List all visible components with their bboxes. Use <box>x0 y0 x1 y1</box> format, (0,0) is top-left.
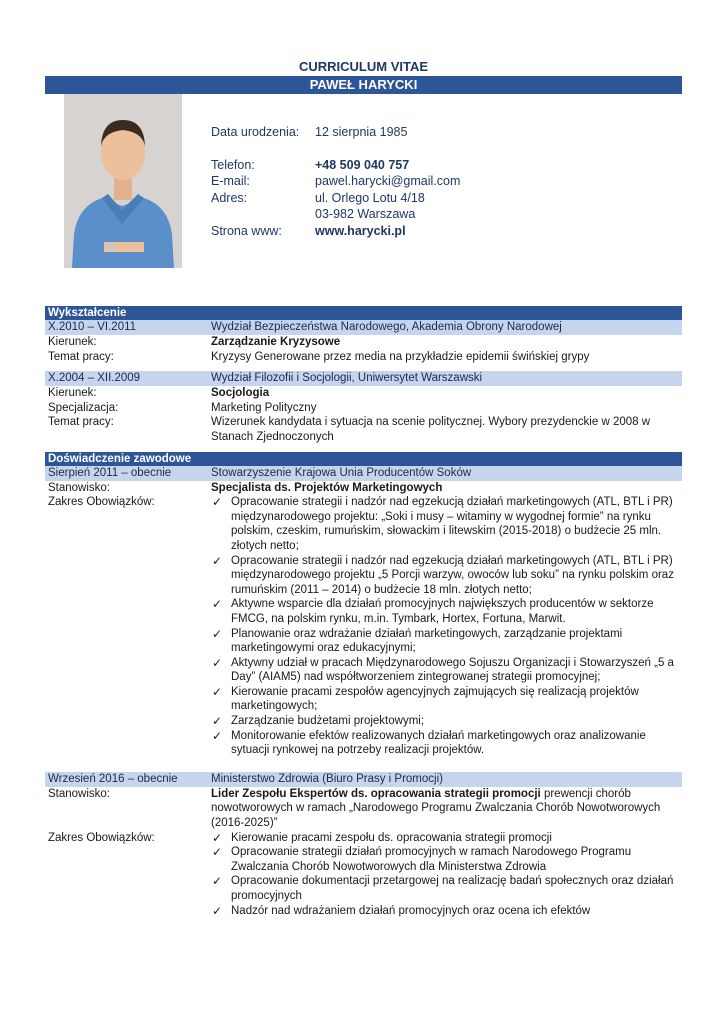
check-icon: ✓ <box>212 626 223 641</box>
specialization-label: Specjalizacja: <box>48 401 119 414</box>
list-item: ✓ Aktywny udział w pracach Międzynarodowego Sojuszu Organizacji i Stowarzyszeń „5 a Day” (AIAM5) nad współtworzeniem zintegrowanej strategii promocyjnej; <box>212 655 674 684</box>
email-value[interactable]: pawel.harycki@gmail.com <box>315 174 461 188</box>
job-1-band <box>45 466 682 481</box>
header-section <box>45 94 682 268</box>
check-icon: ✓ <box>212 903 223 918</box>
check-icon: ✓ <box>212 684 223 699</box>
person-name-bar: PAWEŁ HARYCKI <box>45 76 682 94</box>
phone-row <box>211 157 460 174</box>
address-row-2 <box>211 206 460 223</box>
position-label: Stanowisko: <box>48 481 111 494</box>
address-row <box>211 190 460 207</box>
education-school: Wydział Bezpieczeństwa Narodowego, Akademia Obrony Narodowej <box>211 321 562 333</box>
position-value: Specjalista ds. Projektów Marketingowych <box>211 481 443 494</box>
document-title: CURRICULUM VITAE <box>298 59 429 74</box>
education-major-row <box>45 386 682 401</box>
position-label: Stanowisko: <box>48 787 111 800</box>
job-2-band <box>45 772 682 787</box>
check-icon: ✓ <box>212 714 223 729</box>
education-period: X.2004 – XII.2009 <box>48 372 141 385</box>
list-item: ✓ Opracowanie strategii działań promocyjnych w ramach Narodowego Programu Zwalczania Chorób Nowotworowych dla Ministerstwa Zdrowia <box>212 845 632 873</box>
job-duties-row <box>45 495 682 758</box>
job-period: Sierpień 2011 – obecnie <box>48 466 172 479</box>
topic-value: Kryzysy Generowane przez media na przykładzie epidemii świńskiej grypy <box>211 350 590 363</box>
check-icon: ✓ <box>212 874 223 889</box>
address-line-1: ul. Orlego Lotu 4/18 <box>315 190 425 205</box>
education-major-row <box>45 335 682 350</box>
list-item: ✓ Aktywne wsparcie dla działań promocyjnych największych producentów w sektorze FMCG, na polskim rynku, m.in. Tymbark, Hortex, Fortuna, Marwit. <box>212 597 654 625</box>
phone-value[interactable]: +48 509 040 757 <box>315 157 410 172</box>
list-item: ✓ Planowanie oraz wdrażanie działań marketingowych, zarządzanie projektami marketingowymi oraz edukacyjnymi; <box>212 626 623 655</box>
list-item: ✓ Monitorowanie efektów realizowanych działań marketingowych oraz analizowanie sytuacji rynkowej na potrzeby realizacji projektów. <box>212 728 646 757</box>
major-value: Zarządzanie Kryzysowe <box>211 336 341 348</box>
contact-details <box>211 124 460 239</box>
check-icon: ✓ <box>212 553 223 568</box>
job-position-row <box>45 787 682 831</box>
list-item: ✓ Nadzór nad wdrażaniem działań promocyjnych oraz ocena ich efektów <box>212 903 591 918</box>
birth-date-value: 12 sierpnia 1985 <box>315 125 408 139</box>
birth-date-label: Data urodzenia: <box>211 125 300 139</box>
check-icon: ✓ <box>212 655 223 670</box>
email-row <box>211 173 460 190</box>
education-school: Wydział Filozofii i Socjologii, Uniwersytet Warszawski <box>211 372 483 385</box>
list-item: ✓ Opracowanie dokumentacji przetargowej na realizację badań społecznych oraz działań promocyjnych <box>212 874 674 902</box>
check-icon: ✓ <box>212 728 223 743</box>
position-value: Lider Zespołu Ekspertów ds. opracowania strategii promocji prewencji chorób nowotworowych w ramach „Narodowego Programu Zwalczania Chorób Nowotworowych (2016-2025)” <box>211 787 661 830</box>
website-label: Strona www: <box>211 223 282 238</box>
list-item: ✓ Opracowanie strategii i nadzór nad egzekucją działań marketingowych (ATL, BTL i PR) międzynarodowego projektu: „Soki i musy – witaminy w wygodnej formie” na rynku polskim, czeskim, rumuńskim, słowackim i litewskim (2015-2018) o budżecie 25 mln. złotych netto; <box>212 495 673 552</box>
phone-label: Telefon: <box>211 157 255 172</box>
education-period: X.2010 – VI.2011 <box>48 321 137 333</box>
address-line-2: 03-982 Warszawa <box>315 207 416 221</box>
education-entry-1-band <box>45 320 682 335</box>
check-icon: ✓ <box>212 845 223 860</box>
list-item: ✓ Kierowanie pracami zespołu ds. opracowania strategii promocji <box>212 830 552 845</box>
list-item: ✓ Kierowanie pracami zespołów agencyjnych zajmujących się realizacją projektów marketingowych; <box>212 684 639 713</box>
education-entry-2-band <box>45 371 682 386</box>
list-item: ✓ Opracowanie strategii i nadzór nad egzekucją działań marketingowych (ATL, BTL i PR) międzynarodowego projektu „5 Porcji warzyw, owoców lub soku” na rynku polskim oraz rumuńskim (2011 – 2014) o budżecie 18 mln. złotych netto; <box>212 553 674 596</box>
portrait-illustration <box>64 94 182 268</box>
website-row <box>211 223 460 240</box>
education-heading: Wykształcenie <box>45 306 682 320</box>
education-topic-row <box>45 350 682 365</box>
job-employer: Stowarzyszenie Krajowa Unia Producentów Soków <box>211 466 472 479</box>
duties-list <box>211 831 682 919</box>
job-employer: Ministerstwo Zdrowia (Biuro Prasy i Promocji) <box>211 772 443 785</box>
cv-page <box>45 58 682 918</box>
experience-heading: Doświadczenie zawodowe <box>45 452 682 466</box>
duties-label: Zakres Obowiązków: <box>48 496 155 509</box>
duties-list <box>211 495 682 758</box>
profile-photo <box>64 94 182 268</box>
major-value: Socjologia <box>211 387 270 400</box>
topic-label: Temat pracy: <box>48 350 114 363</box>
topic-label: Temat pracy: <box>48 416 114 429</box>
education-spec-row <box>45 401 682 416</box>
address-label: Adres: <box>211 190 248 205</box>
topic-value: Wizerunek kandydata i sytuacja na scenie politycznej. Wybory prezydenckie w 2008 w Stanach Zjednoczonych <box>211 416 651 443</box>
job-duties-row <box>45 831 682 919</box>
check-icon: ✓ <box>212 830 223 845</box>
birth-date-row <box>211 124 460 141</box>
list-item: ✓ Zarządzanie budżetami projektowymi; <box>212 714 425 729</box>
website-link[interactable]: www.harycki.pl <box>315 223 406 238</box>
duties-label: Zakres Obowiązków: <box>48 831 155 844</box>
education-topic-row <box>45 415 682 444</box>
major-label: Kierunek: <box>48 336 97 348</box>
email-label: E-mail: <box>211 174 250 188</box>
check-icon: ✓ <box>212 597 223 612</box>
specialization-value: Marketing Polityczny <box>211 401 317 414</box>
job-period: Wrzesień 2016 – obecnie <box>48 772 178 785</box>
major-label: Kierunek: <box>48 387 97 400</box>
check-icon: ✓ <box>212 495 223 510</box>
job-position-row <box>45 481 682 496</box>
